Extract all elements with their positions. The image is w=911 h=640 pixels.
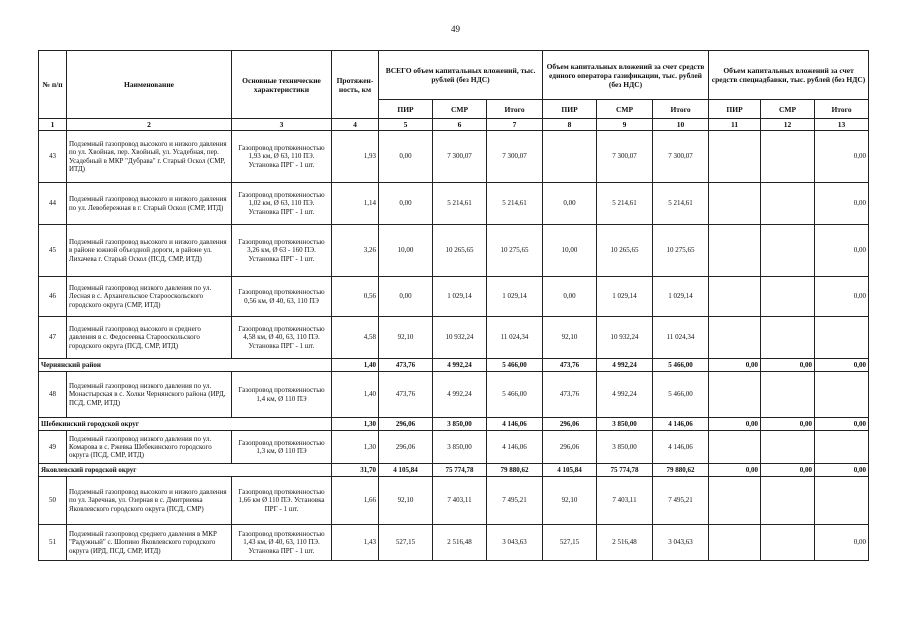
amount-cell: 1 029,14	[653, 277, 709, 317]
amount-cell	[761, 277, 815, 317]
amount-cell: 4 992,24	[433, 359, 487, 372]
amount-cell	[709, 131, 761, 183]
amount-cell	[709, 431, 761, 464]
amount-cell: 5 466,00	[487, 359, 543, 372]
length-cell: 1,66	[332, 477, 379, 525]
amount-cell: 5 466,00	[487, 372, 543, 418]
amount-cell: 0,00	[815, 131, 869, 183]
column-number: 1	[39, 119, 67, 131]
amount-cell	[761, 431, 815, 464]
amount-cell	[761, 372, 815, 418]
group-subtotal-row	[39, 418, 869, 431]
amount-cell: 1 029,14	[487, 277, 543, 317]
amount-cell	[761, 317, 815, 359]
amount-cell: 7 495,21	[653, 477, 709, 525]
length-cell: 4,58	[332, 317, 379, 359]
row-number: 48	[39, 372, 67, 418]
amount-cell: 0,00	[761, 359, 815, 372]
amount-cell: 0,00	[815, 464, 869, 477]
row-number: 47	[39, 317, 67, 359]
amount-cell: 0,00	[379, 277, 433, 317]
amount-cell	[761, 225, 815, 277]
amount-cell: 4 992,24	[597, 372, 653, 418]
object-name: Подземный газопровод среднего давления в МКР "Радужный" с. Шопино Яковлевского городского округа (ИРД, ПСД, СМР, ИТД)	[67, 525, 232, 561]
object-name: Подземный газопровод низкого давления по ул. Комарова в с. Ржевка Шебекинского городского округа (ПСД, СМР, ИТД)	[67, 431, 232, 464]
technical-spec: Газопровод протяженностью 3,26 км, Ø 63 - 160 ПЭ. Установка ПРГ - 1 шт.	[232, 225, 332, 277]
amount-cell: 0,00	[815, 418, 869, 431]
amount-cell	[761, 525, 815, 561]
amount-cell: 296,06	[543, 431, 597, 464]
header-tech: Основные технические характеристики	[232, 51, 332, 119]
amount-cell: 527,15	[543, 525, 597, 561]
technical-spec: Газопровод протяженностью 1,93 км, Ø 63, 110 ПЭ. Установка ПРГ - 1 шт.	[232, 131, 332, 183]
object-name: Подземный газопровод высокого и среднего давления в с. Федосеевка Старооскольского городского округа (ПСД, СМР, ИТД)	[67, 317, 232, 359]
amount-cell	[709, 277, 761, 317]
amount-cell: 5 214,61	[487, 183, 543, 225]
amount-cell: 5 214,61	[653, 183, 709, 225]
amount-cell: 10,00	[543, 225, 597, 277]
amount-cell: 473,76	[543, 359, 597, 372]
object-name: Подземный газопровод низкого давления по ул. Монастырская в с. Холки Чернянского района (ИРД, ПСД, СМР, ИТД)	[67, 372, 232, 418]
column-number-row	[39, 119, 869, 131]
amount-cell	[709, 183, 761, 225]
row-number: 44	[39, 183, 67, 225]
amount-cell: 3 850,00	[433, 418, 487, 431]
header-smr: СМР	[761, 100, 815, 119]
amount-cell: 0,00	[761, 464, 815, 477]
column-number: 3	[232, 119, 332, 131]
row-number: 50	[39, 477, 67, 525]
amount-cell: 7 403,11	[597, 477, 653, 525]
table-row	[39, 225, 869, 277]
header-smr: СМР	[597, 100, 653, 119]
table-body	[39, 131, 869, 561]
length-cell: 1,30	[332, 431, 379, 464]
amount-cell: 527,15	[379, 525, 433, 561]
amount-cell: 5 466,00	[653, 372, 709, 418]
technical-spec: Газопровод протяженностью 1,02 км, Ø 63, 110 ПЭ. Установка ПРГ - 1 шт.	[232, 183, 332, 225]
column-number: 10	[653, 119, 709, 131]
column-number: 4	[332, 119, 379, 131]
technical-spec: Газопровод протяженностью 0,56 км, Ø 40, 63, 110 ПЭ	[232, 277, 332, 317]
amount-cell: 0,00	[709, 464, 761, 477]
header-pir: ПИР	[379, 100, 433, 119]
group-subtotal-row	[39, 359, 869, 372]
amount-cell: 0,00	[815, 277, 869, 317]
table-row	[39, 477, 869, 525]
amount-cell: 0,00	[709, 418, 761, 431]
group-name: Шебекинский городской округ	[39, 418, 332, 431]
amount-cell: 92,10	[379, 317, 433, 359]
technical-spec: Газопровод протяженностью 1,66 км Ø 110 ПЭ. Установка ПРГ - 1 шт.	[232, 477, 332, 525]
amount-cell: 7 300,07	[653, 131, 709, 183]
investment-table	[38, 50, 869, 561]
length-cell: 1,30	[332, 418, 379, 431]
amount-cell: 10,00	[379, 225, 433, 277]
amount-cell	[815, 317, 869, 359]
amount-cell	[761, 183, 815, 225]
amount-cell: 5 214,61	[597, 183, 653, 225]
table-row	[39, 317, 869, 359]
amount-cell: 3 850,00	[597, 431, 653, 464]
technical-spec: Газопровод протяженностью 1,3 км, Ø 110 ПЭ	[232, 431, 332, 464]
amount-cell: 0,00	[761, 418, 815, 431]
amount-cell	[709, 317, 761, 359]
amount-cell: 10 265,65	[597, 225, 653, 277]
amount-cell: 4 105,84	[379, 464, 433, 477]
amount-cell: 0,00	[815, 359, 869, 372]
amount-cell: 3 043,63	[487, 525, 543, 561]
length-cell: 1,14	[332, 183, 379, 225]
amount-cell	[709, 525, 761, 561]
group-name: Яковлевский городской округ	[39, 464, 332, 477]
amount-cell: 3 850,00	[433, 431, 487, 464]
amount-cell	[815, 372, 869, 418]
amount-cell	[815, 431, 869, 464]
amount-cell: 75 774,78	[597, 464, 653, 477]
amount-cell: 7 300,07	[433, 131, 487, 183]
amount-cell: 10 932,24	[433, 317, 487, 359]
amount-cell	[761, 131, 815, 183]
group-name: Чернянский район	[39, 359, 332, 372]
header-no: № п/п	[39, 51, 67, 119]
object-name: Подземный газопровод высокого и низкого давления по ул. Левобережная в г. Старый Оскол (СМР, ИТД)	[67, 183, 232, 225]
length-cell: 3,26	[332, 225, 379, 277]
amount-cell: 1 029,14	[597, 277, 653, 317]
header-name: Наименование	[67, 51, 232, 119]
amount-cell: 4 146,06	[487, 431, 543, 464]
amount-cell: 92,10	[543, 477, 597, 525]
header-subtotal: Итого	[653, 100, 709, 119]
column-number: 2	[67, 119, 232, 131]
amount-cell: 0,00	[709, 359, 761, 372]
amount-cell: 4 992,24	[433, 372, 487, 418]
header-length: Протяжен-ность, км	[332, 51, 379, 119]
table-row	[39, 431, 869, 464]
amount-cell: 0,00	[543, 277, 597, 317]
technical-spec: Газопровод протяженностью 4,58 км, Ø 40, 63, 110 ПЭ. Установка ПРГ - 1 шт.	[232, 317, 332, 359]
amount-cell: 4 105,84	[543, 464, 597, 477]
row-number: 46	[39, 277, 67, 317]
amount-cell: 2 516,48	[597, 525, 653, 561]
amount-cell: 7 495,21	[487, 477, 543, 525]
length-cell: 1,43	[332, 525, 379, 561]
amount-cell: 296,06	[379, 418, 433, 431]
object-name: Подземный газопровод высокого и низкого давления по ул. Хвойная, пер. Хвойный, ул. Усадебная, пер. Усадебный в МКР "Дубрава" г. Старый Оскол (СМР, ИТД)	[67, 131, 232, 183]
amount-cell: 296,06	[379, 431, 433, 464]
amount-cell: 5 466,00	[653, 359, 709, 372]
amount-cell: 4 146,06	[653, 418, 709, 431]
length-cell: 31,70	[332, 464, 379, 477]
column-number: 12	[761, 119, 815, 131]
row-number: 51	[39, 525, 67, 561]
length-cell: 1,40	[332, 359, 379, 372]
column-number: 11	[709, 119, 761, 131]
amount-cell: 296,06	[543, 418, 597, 431]
amount-cell: 473,76	[379, 359, 433, 372]
amount-cell: 4 992,24	[597, 359, 653, 372]
table-row	[39, 525, 869, 561]
object-name: Подземный газопровод высокого и низкого давления в районе южной объездной дороги, в районе ул. Лихачева г. Старый Оскол (ПСД, СМР, ИТД)	[67, 225, 232, 277]
group-subtotal-row	[39, 464, 869, 477]
row-number: 49	[39, 431, 67, 464]
row-number: 45	[39, 225, 67, 277]
column-number: 13	[815, 119, 869, 131]
amount-cell	[709, 225, 761, 277]
amount-cell: 10 932,24	[597, 317, 653, 359]
header-pir: ПИР	[709, 100, 761, 119]
amount-cell: 79 880,62	[487, 464, 543, 477]
amount-cell: 4 146,06	[653, 431, 709, 464]
technical-spec: Газопровод протяженностью 1,43 км, Ø 40, 63, 110 ПЭ. Установка ПРГ - 1 шт.	[232, 525, 332, 561]
header-subtotal: Итого	[487, 100, 543, 119]
amount-cell: 10 275,65	[487, 225, 543, 277]
amount-cell: 10 265,65	[433, 225, 487, 277]
column-number: 8	[543, 119, 597, 131]
column-number: 5	[379, 119, 433, 131]
amount-cell: 7 403,11	[433, 477, 487, 525]
amount-cell: 7 300,07	[597, 131, 653, 183]
amount-cell: 7 300,07	[487, 131, 543, 183]
amount-cell: 3 043,63	[653, 525, 709, 561]
amount-cell: 92,10	[379, 477, 433, 525]
length-cell: 0,56	[332, 277, 379, 317]
amount-cell: 5 214,61	[433, 183, 487, 225]
amount-cell	[709, 372, 761, 418]
header-group-total: ВСЕГО объем капитальных вложений, тыс. рублей (без НДС)	[379, 51, 543, 100]
technical-spec: Газопровод протяженностью 1,4 км, Ø 110 ПЭ	[232, 372, 332, 418]
amount-cell: 4 146,06	[487, 418, 543, 431]
amount-cell: 0,00	[815, 525, 869, 561]
amount-cell: 10 275,65	[653, 225, 709, 277]
header-smr: СМР	[433, 100, 487, 119]
table-row	[39, 372, 869, 418]
amount-cell: 473,76	[379, 372, 433, 418]
amount-cell: 0,00	[379, 131, 433, 183]
amount-cell: 11 024,34	[487, 317, 543, 359]
object-name: Подземный газопровод низкого давления по ул. Лесная в с. Архангельское Старооскольского городского округа (СМР, ИТД)	[67, 277, 232, 317]
amount-cell: 0,00	[815, 183, 869, 225]
length-cell: 1,40	[332, 372, 379, 418]
amount-cell: 2 516,48	[433, 525, 487, 561]
amount-cell	[761, 477, 815, 525]
table-row	[39, 131, 869, 183]
length-cell: 1,93	[332, 131, 379, 183]
column-number: 9	[597, 119, 653, 131]
amount-cell: 473,76	[543, 372, 597, 418]
column-number: 7	[487, 119, 543, 131]
amount-cell: 11 024,34	[653, 317, 709, 359]
object-name: Подземный газопровод высокого и низкого давления по ул. Заречная, ул. Озерная в с. Дмитриевка Яковлевского городского округа (ПСД, СМР)	[67, 477, 232, 525]
amount-cell	[815, 477, 869, 525]
amount-cell: 1 029,14	[433, 277, 487, 317]
amount-cell: 92,10	[543, 317, 597, 359]
amount-cell: 75 774,78	[433, 464, 487, 477]
table-row	[39, 277, 869, 317]
amount-cell	[543, 131, 597, 183]
amount-cell: 0,00	[815, 225, 869, 277]
amount-cell: 0,00	[543, 183, 597, 225]
row-number: 43	[39, 131, 67, 183]
amount-cell: 0,00	[379, 183, 433, 225]
header-pir: ПИР	[543, 100, 597, 119]
amount-cell: 79 880,62	[653, 464, 709, 477]
amount-cell	[709, 477, 761, 525]
header-group-special: Объем капитальных вложений за счет средств спецнадбавки, тыс. рублей (без НДС)	[709, 51, 869, 100]
header-subtotal: Итого	[815, 100, 869, 119]
amount-cell: 3 850,00	[597, 418, 653, 431]
table-row	[39, 183, 869, 225]
column-number: 6	[433, 119, 487, 131]
header-group-operator: Объем капитальных вложений за счет средств единого оператора газификации, тыс. рублей (без НДС)	[543, 51, 709, 100]
page-number: 49	[451, 24, 460, 34]
